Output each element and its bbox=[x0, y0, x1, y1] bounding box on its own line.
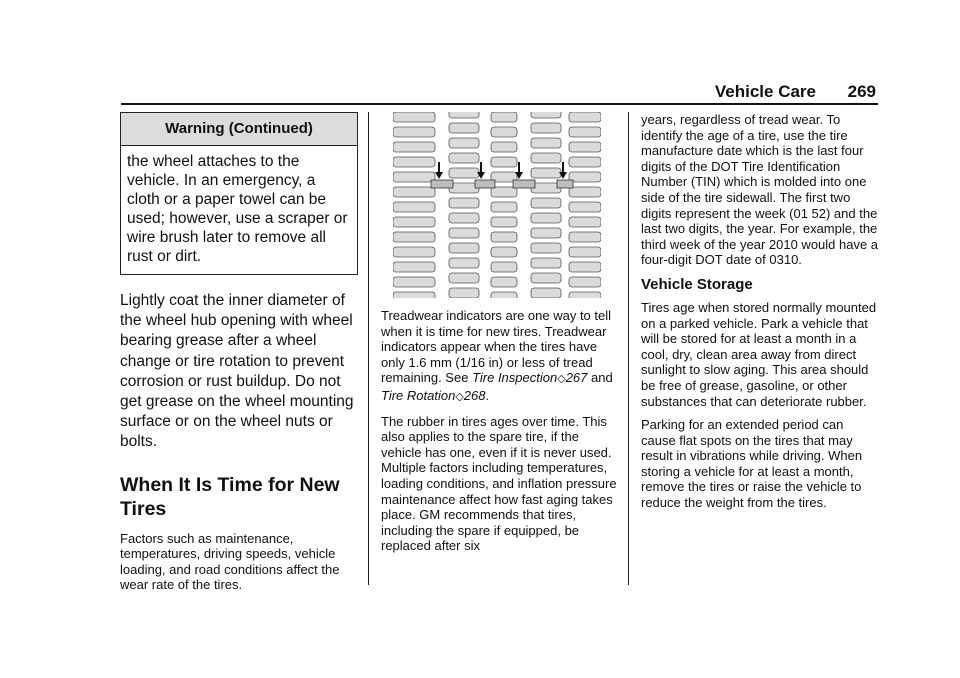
tread-block bbox=[569, 142, 601, 152]
tread-block bbox=[569, 262, 601, 272]
tread-block bbox=[531, 213, 561, 223]
tread-block bbox=[491, 112, 517, 122]
treadwear-bar bbox=[557, 180, 573, 188]
tread-block bbox=[531, 153, 561, 163]
section-title: Vehicle Care bbox=[714, 82, 816, 101]
wheel-hub-paragraph: Lightly coat the inner diameter of the wheel hub opening with wheel bearing grease after a wheel change or tire rotation to prevent corrosion or rust buildup. Do not get grease on the wheel mounting surface or on the wheel nuts or bolts. bbox=[120, 292, 354, 451]
tread-block bbox=[569, 127, 601, 137]
tread-block bbox=[491, 292, 517, 298]
period-text: . bbox=[485, 387, 490, 403]
tread-block bbox=[569, 172, 601, 182]
column-middle bbox=[381, 112, 621, 562]
tread-block bbox=[491, 277, 517, 287]
treadwear-bar bbox=[431, 180, 453, 188]
tread-block bbox=[393, 232, 435, 242]
xref-icon: ◇ bbox=[455, 390, 464, 403]
tread-block bbox=[393, 277, 435, 287]
warning-box bbox=[120, 112, 358, 275]
tread-block bbox=[569, 292, 601, 298]
column-divider-1 bbox=[368, 112, 369, 585]
warning-body: the wheel attaches to the vehicle. In an emergency, a cloth or a paper towel can be used; however, use a scraper or wire brush later to remove all rust or dirt. bbox=[127, 153, 348, 265]
wear-factors-paragraph: Factors such as maintenance, temperatures, driving speeds, vehicle loading, and road conditions affect the wear rate of the tires. bbox=[120, 530, 340, 593]
tread-block bbox=[393, 187, 435, 197]
tread-block bbox=[491, 157, 517, 167]
tread-block bbox=[449, 258, 479, 268]
tread-block bbox=[569, 247, 601, 257]
treadwear-bar bbox=[475, 180, 495, 188]
tread-block bbox=[569, 187, 601, 197]
tread-block bbox=[449, 198, 479, 208]
tread-block bbox=[491, 232, 517, 242]
treadwear-text: Treadwear indicators are one way to tell when it is time for new tires. Treadwear indicators appear when the tires have only 1.6 mm (1/16 in) or less of tread remaining. See bbox=[381, 308, 612, 386]
tread-block bbox=[449, 168, 479, 178]
tire-aging-paragraph: The rubber in tires ages over time. This also applies to the spare tire, if the vehicle has one, even if it is never used. Multiple factors including temperatures, loading conditions, and inflation pressure maintenance affect how fast aging takes place. GM recommends that tires, including the spare if equipped, be replaced after six bbox=[381, 413, 617, 554]
column-divider-2 bbox=[628, 112, 629, 585]
tread-block bbox=[393, 172, 435, 182]
page-number: 269 bbox=[847, 82, 876, 101]
tread-block bbox=[569, 112, 601, 122]
tread-block bbox=[531, 198, 561, 208]
tread-block bbox=[491, 217, 517, 227]
tread-block bbox=[531, 228, 561, 238]
tread-block bbox=[491, 142, 517, 152]
tread-block bbox=[393, 292, 435, 298]
tread-block bbox=[531, 258, 561, 268]
column-left bbox=[117, 112, 357, 601]
tread-block bbox=[449, 273, 479, 283]
tread-block bbox=[531, 288, 561, 298]
tread-block bbox=[531, 243, 561, 253]
tire-rotation-link[interactable]: Tire Rotation bbox=[381, 387, 456, 403]
tread-block bbox=[393, 217, 435, 227]
tire-rotation-page[interactable]: 268 bbox=[463, 387, 486, 403]
tread-block bbox=[531, 138, 561, 148]
tread-block bbox=[449, 153, 479, 163]
tread-block bbox=[393, 262, 435, 272]
tread-block bbox=[393, 157, 435, 167]
tread-block bbox=[531, 183, 561, 193]
tire-inspection-page[interactable]: 267 bbox=[565, 370, 588, 386]
tread-block bbox=[569, 232, 601, 242]
new-tires-heading: When It Is Time for New Tires bbox=[120, 473, 340, 520]
tread-block bbox=[393, 202, 435, 212]
tread-block bbox=[569, 277, 601, 287]
tire-inspection-link[interactable]: Tire Inspection bbox=[472, 370, 558, 386]
xref-icon: ◇ bbox=[557, 373, 566, 386]
tread-block bbox=[449, 183, 479, 193]
and-text: and bbox=[587, 370, 613, 386]
tread-block bbox=[449, 138, 479, 148]
tread-block bbox=[449, 123, 479, 133]
tread-block bbox=[449, 213, 479, 223]
tread-block bbox=[393, 247, 435, 257]
header-rule bbox=[121, 103, 878, 105]
tire-age-paragraph: years, regardless of tread wear. To identify the age of a tire, use the tire manufacture date which is the last four digits of the DOT Tire Identification Number (TIN) which is molded into one side of the tire sidewall. The first two digits represent the week (01 52) and the last two digits, the year. For example, the third week of the year 2010 would have a four-digit DOT date of 0310. bbox=[641, 112, 879, 268]
treadwear-paragraph bbox=[381, 308, 621, 406]
tread-block bbox=[531, 123, 561, 133]
storage-paragraph: Tires age when stored normally mounted on a parked vehicle. Park a vehicle that will be stored for at least a month in a cool, dry, clean area away from direct sunlight to slow aging. This area should be free of grease, gasoline, or other substances that can deteriorate rubber. bbox=[641, 299, 877, 409]
tread-block bbox=[569, 217, 601, 227]
tread-block bbox=[449, 243, 479, 253]
page-header bbox=[121, 80, 878, 104]
tread-block bbox=[449, 228, 479, 238]
vehicle-storage-heading: Vehicle Storage bbox=[641, 275, 753, 293]
warning-title: Warning (Continued) bbox=[121, 113, 357, 146]
tread-block bbox=[393, 127, 435, 137]
tread-block bbox=[569, 202, 601, 212]
treadwear-indicator-illustration bbox=[393, 112, 601, 298]
tread-block bbox=[491, 202, 517, 212]
parking-paragraph: Parking for an extended period can cause flat spots on the tires that may result in vibrations while driving. When storing a vehicle for at least a month, remove the tires or raise the vehicle to reduce the weight from the tires. bbox=[641, 417, 863, 511]
tread-block bbox=[491, 127, 517, 137]
tread-block bbox=[531, 112, 561, 118]
treadwear-bar bbox=[513, 180, 535, 188]
tread-block bbox=[491, 247, 517, 257]
tread-block bbox=[491, 262, 517, 272]
tread-block bbox=[449, 288, 479, 298]
tread-block bbox=[491, 187, 517, 197]
tread-block bbox=[531, 273, 561, 283]
tread-block bbox=[569, 157, 601, 167]
tread-block bbox=[531, 168, 561, 178]
tread-block bbox=[393, 112, 435, 122]
tread-block bbox=[393, 142, 435, 152]
tread-block bbox=[449, 112, 479, 118]
column-right bbox=[641, 112, 881, 519]
